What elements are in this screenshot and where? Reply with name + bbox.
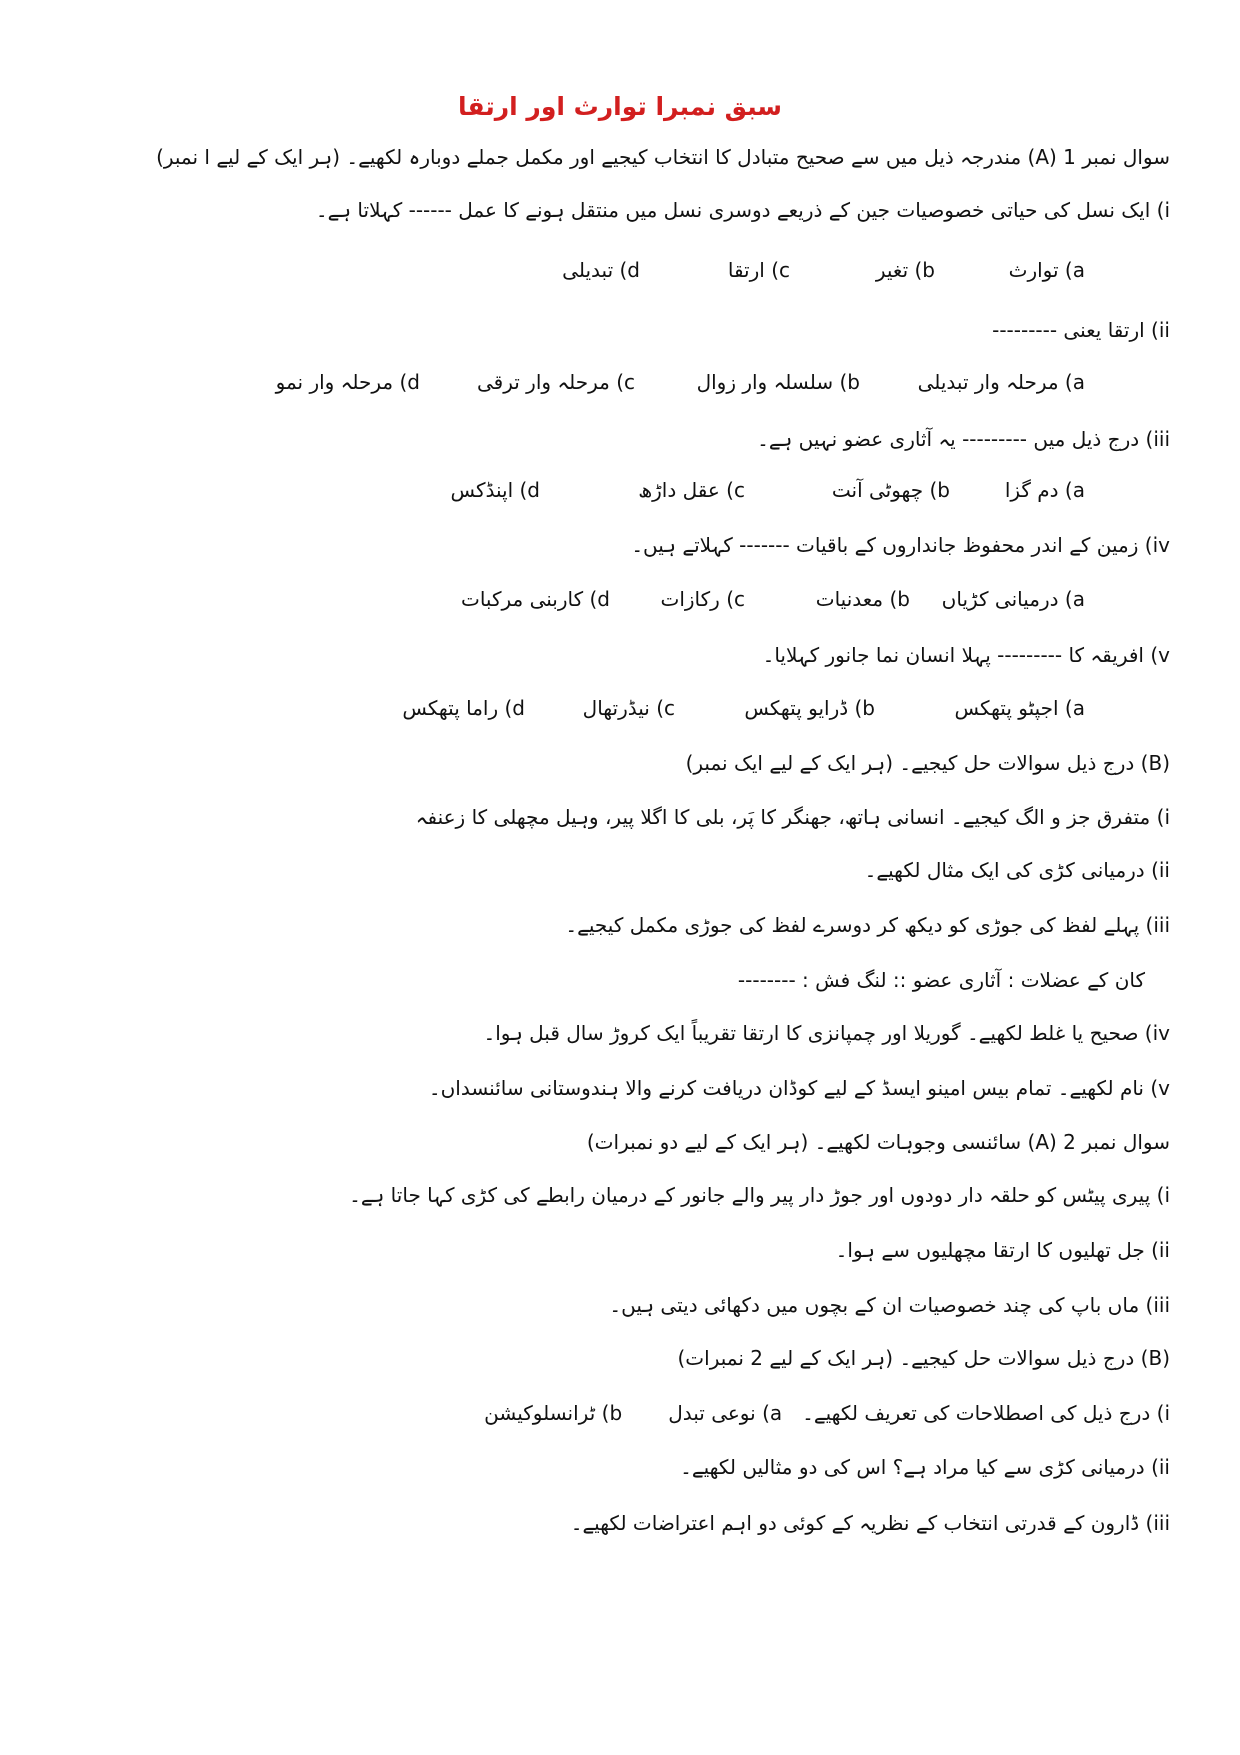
mcq-3-option-a: a) دم گزا	[1004, 478, 1085, 502]
mcq-4-option-d: d) کاربنی مرکبات	[461, 587, 610, 611]
mcq-1-option-d: d) تبدیلی	[562, 258, 640, 282]
q1-partB-heading: (B) درج ذیل سوالات حل کیجیے۔ (ہر ایک کے لیے ایک نمبر)	[685, 751, 1170, 775]
q1-partB-item-1: i) متفرق جز و الگ کیجیے۔ انسانی ہاتھ، جھنگر کا پَر، بلی کا اگلا پیر، وہیل مچھلی کا زعنفہ	[415, 805, 1170, 829]
mcq-3-option-b: b) چھوٹی آنت	[831, 478, 950, 502]
q1-partB-analogy: کان کے عضلات : آثاری عضو :: لنگ فش : --------	[737, 968, 1145, 992]
mcq-1-option-b: b) تغیر	[875, 258, 935, 282]
mcq-1-stem: i) ایک نسل کی حیاتی خصوصیات جین کے ذریعے دوسری نسل میں منتقل ہونے کا عمل ------ کہلاتا ہے۔	[315, 198, 1170, 222]
q1-partB-item-2: ii) درمیانی کڑی کی ایک مثال لکھیے۔	[864, 858, 1170, 882]
mcq-5-option-d: d) راما پتھکس	[402, 696, 525, 720]
q2-heading: سوال نمبر 2 (A) سائنسی وجوہات لکھیے۔ (ہر ایک کے لیے دو نمبرات)	[586, 1130, 1170, 1154]
q1-partB-item-5: v) نام لکھیے۔ تمام بیس امینو ایسڈ کے لیے کوڈان دریافت کرنے والا ہندوستانی سائنسداں۔	[428, 1076, 1170, 1100]
mcq-4-option-b: b) معدنیات	[815, 587, 910, 611]
q1-heading: سوال نمبر 1 (A) مندرجہ ذیل میں سے صحیح متبادل کا انتخاب کیجیے اور مکمل جملے دوبارہ لکھیے۔ (ہر ایک کے لیے ا نمبر)	[156, 145, 1170, 169]
q2-partB-item-2: ii) درمیانی کڑی سے کیا مراد ہے؟ اس کی دو مثالیں لکھیے۔	[680, 1455, 1170, 1479]
mcq-1-options	[562, 255, 1085, 285]
q2-partB-item-1-a: a) نوعی تبدل	[668, 1401, 783, 1425]
q2-partB-item-1-text: i) درج ذیل کی اصطلاحات کی تعریف لکھیے۔	[802, 1401, 1170, 1425]
mcq-1-option-c: c) ارتقا	[727, 258, 790, 282]
q2-partA-item-3: iii) ماں باپ کی چند خصوصیات ان کے بچوں میں دکھائی دیتی ہیں۔	[609, 1293, 1170, 1317]
mcq-2-stem: ii) ارتقا یعنی ---------	[992, 318, 1170, 342]
mcq-5-options	[402, 693, 1085, 723]
mcq-4-options	[461, 584, 1085, 614]
mcq-5-stem: v) افریقہ کا --------- پہلا انسان نما جانور کہلایا۔	[762, 643, 1170, 667]
mcq-1-option-a: a) توارث	[1008, 258, 1085, 282]
q2-partB-heading: (B) درج ذیل سوالات حل کیجیے۔ (ہر ایک کے لیے 2 نمبرات)	[677, 1346, 1170, 1370]
mcq-2-option-b: b) سلسلہ وار زوال	[696, 370, 860, 394]
chapter-title: سبق نمبرا توارث اور ارتقا	[458, 92, 782, 121]
mcq-4-option-c: c) رکازات	[660, 587, 745, 611]
mcq-5-option-b: b) ڈرایو پتھکس	[744, 696, 875, 720]
q1-partB-item-3: iii) پہلے لفظ کی جوڑی کو دیکھ کر دوسرے لفظ کی جوڑی مکمل کیجیے۔	[565, 913, 1170, 937]
mcq-2-option-a: a) مرحلہ وار تبدیلی	[917, 370, 1085, 394]
mcq-5-option-a: a) اجپٹو پتھکس	[954, 696, 1085, 720]
mcq-3-option-d: d) اپنڈکس	[450, 478, 540, 502]
mcq-3-stem: iii) درج ذیل میں --------- یہ آثاری عضو نہیں ہے۔	[757, 427, 1170, 451]
q2-partB-item-3: iii) ڈارون کے قدرتی انتخاب کے نظریہ کے کوئی دو اہم اعتراضات لکھیے۔	[570, 1511, 1170, 1535]
mcq-3-option-c: c) عقل داڑھ	[638, 478, 745, 502]
mcq-2-options	[276, 367, 1085, 397]
q1-partB-item-4: iv) صحیح یا غلط لکھیے۔ گوریلا اور چمپانزی کا ارتقا تقریباً ایک کروڑ سال قبل ہوا۔	[483, 1021, 1170, 1045]
mcq-4-stem: iv) زمین کے اندر محفوظ جانداروں کے باقیات ------- کہلاتے ہیں۔	[631, 533, 1170, 557]
mcq-4-option-a: a) درمیانی کڑیاں	[941, 587, 1085, 611]
q2-partB-item-1-b: b) ٹرانسلوکیشن	[484, 1401, 623, 1425]
mcq-5-option-c: c) نیڈرتھال	[582, 696, 675, 720]
q2-partB-item-1	[484, 1398, 1170, 1428]
mcq-3-options	[450, 475, 1085, 505]
mcq-2-option-c: c) مرحلہ وار ترقی	[476, 370, 635, 394]
q2-partA-item-1: i) پیری پیٹس کو حلقہ دار دودوں اور جوڑ دار پیر والے جانور کے درمیان رابطے کی کڑی کہا جاتا ہے۔	[349, 1183, 1170, 1207]
mcq-2-option-d: d) مرحلہ وار نمو	[275, 370, 420, 394]
q2-partA-item-2: ii) جل تھلیوں کا ارتقا مچھلیوں سے ہوا۔	[835, 1238, 1170, 1262]
